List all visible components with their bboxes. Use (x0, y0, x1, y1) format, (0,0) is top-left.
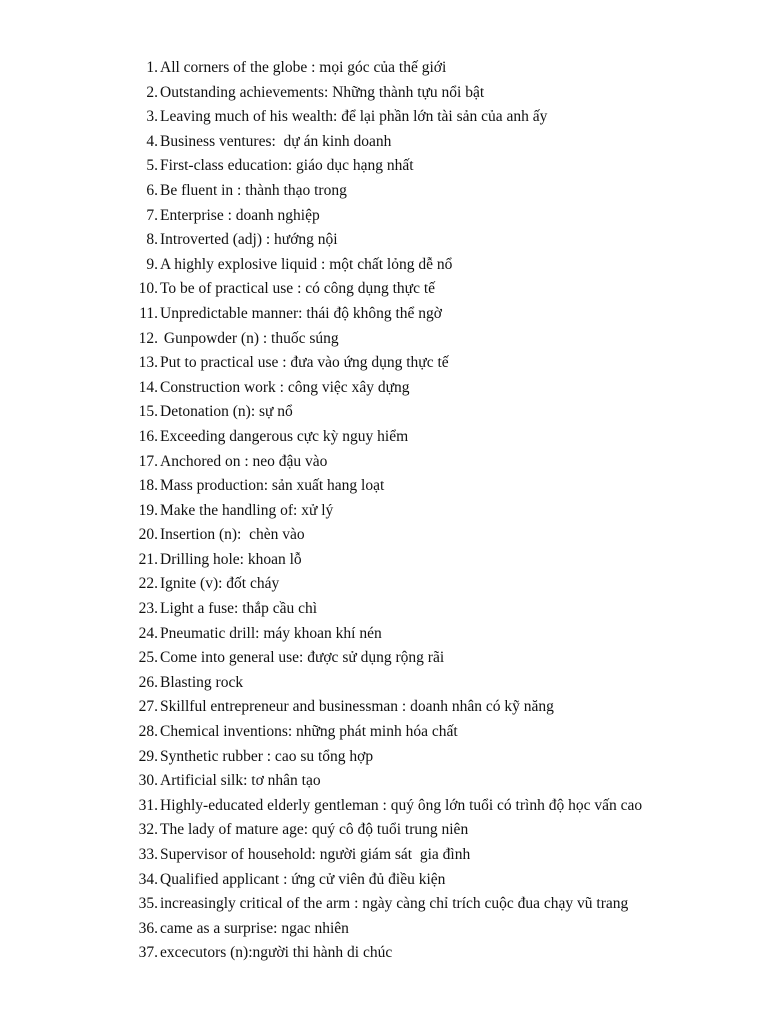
item-text: A highly explosive liquid : một chất lỏng dễ nổ (160, 255, 453, 273)
list-item (132, 622, 732, 647)
item-text: Qualified applicant : ứng cử viên đủ điều kiện (160, 870, 446, 888)
item-text: First-class education: giáo dục hạng nhất (160, 157, 414, 175)
item-text: Skillful entrepreneur and businessman : doanh nhân có kỹ năng (160, 698, 554, 716)
item-text: came as a surprise: ngac nhiên (160, 919, 349, 937)
item-text: excecutors (n):người thi hành di chúc (160, 944, 393, 962)
list-item (132, 105, 732, 130)
item-text: Introverted (adj) : hướng nội (160, 231, 338, 249)
list-item (132, 425, 732, 450)
item-number: 15. (138, 403, 158, 421)
item-text: Mass production: sản xuất hang loạt (160, 477, 385, 495)
item-number: 34. (138, 870, 158, 888)
item-number: 29. (138, 747, 158, 765)
item-number: 19. (138, 501, 158, 519)
item-number: 10. (138, 280, 158, 298)
list-item (132, 745, 732, 770)
item-text: To be of practical use : có công dụng thực tế (160, 280, 436, 298)
item-text: Anchored on : neo đậu vào (160, 452, 328, 470)
item-number: 2. (146, 83, 158, 101)
item-text: Exceeding dangerous cực kỳ nguy hiểm (160, 427, 409, 445)
item-text: Blasting rock (160, 673, 244, 691)
item-text: Light a fuse: thắp cầu chì (160, 600, 318, 618)
vocabulary-list (132, 56, 732, 966)
list-item (132, 671, 732, 696)
item-text: Outstanding achievements: Những thành tựu nổi bật (160, 83, 485, 101)
item-number: 17. (138, 452, 158, 470)
list-item (132, 769, 732, 794)
item-text: All corners of the globe : mọi góc của thế giới (160, 59, 447, 76)
item-number: 5. (146, 157, 158, 175)
list-item (132, 572, 732, 597)
item-number: 25. (138, 649, 158, 667)
item-number: 13. (138, 354, 158, 372)
item-text: Construction work : công việc xây dựng (160, 378, 410, 396)
item-text: Ignite (v): đốt cháy (160, 575, 280, 593)
item-text: Put to practical use : đưa vào ứng dụng thực tế (160, 354, 449, 372)
list-item (132, 720, 732, 745)
item-text: Be fluent in : thành thạo trong (160, 181, 347, 199)
item-number: 27. (138, 698, 158, 716)
list-item (132, 302, 732, 327)
list-item (132, 474, 732, 499)
list-item (132, 941, 732, 966)
item-number: 36. (138, 919, 158, 937)
item-number: 21. (138, 550, 158, 568)
item-number: 37. (138, 944, 158, 962)
item-text: Come into general use: được sử dụng rộng rãi (160, 649, 445, 667)
item-number: 24. (138, 624, 158, 642)
item-number: 18. (138, 477, 158, 495)
item-text: Detonation (n): sự nổ (160, 403, 293, 421)
item-number: 22. (138, 575, 158, 593)
item-text: Business ventures: dự án kinh doanh (160, 132, 392, 150)
item-number: 4. (146, 132, 158, 150)
item-text: Supervisor of household: người giám sát gia đình (160, 846, 471, 863)
item-number: 14. (138, 378, 158, 396)
item-number: 1. (146, 59, 158, 76)
list-item (132, 81, 732, 106)
item-text: Drilling hole: khoan lỗ (160, 550, 302, 568)
list-item (132, 154, 732, 179)
item-number: 26. (138, 673, 158, 691)
item-text: increasingly critical of the arm : ngày càng chỉ trích cuộc đua chạy vũ trang (160, 895, 629, 913)
item-text: Enterprise : doanh nghiệp (160, 206, 320, 224)
list-item (132, 695, 732, 720)
list-item (132, 794, 732, 819)
list-item (132, 400, 732, 425)
list-item (132, 868, 732, 893)
list-item (132, 450, 732, 475)
item-text: Unpredictable manner: thái độ không thể ngờ (160, 304, 442, 322)
list-item (132, 917, 732, 942)
item-number: 33. (138, 846, 158, 863)
list-item (132, 843, 732, 868)
item-number: 16. (138, 427, 158, 445)
list-item (132, 376, 732, 401)
item-text: Insertion (n): chèn vào (160, 526, 305, 544)
item-text: Synthetic rubber : cao su tổng hợp (160, 747, 374, 765)
item-text: Leaving much of his wealth: để lại phần lớn tài sản của anh ấy (160, 108, 548, 126)
item-text: The lady of mature age: quý cô độ tuổi trung niên (160, 821, 469, 839)
list-item (132, 253, 732, 278)
list-item (132, 327, 732, 352)
item-text: Gunpowder (n) : thuốc súng (160, 329, 339, 347)
item-text: Make the handling of: xử lý (160, 501, 334, 519)
list-item (132, 204, 732, 229)
list-item (132, 646, 732, 671)
item-number: 9. (146, 255, 158, 273)
list-item (132, 351, 732, 376)
list-item (132, 56, 732, 81)
item-number: 11. (139, 304, 158, 322)
list-item (132, 892, 732, 917)
list-item (132, 130, 732, 155)
list-item (132, 597, 732, 622)
item-text: Highly-educated elderly gentleman : quý ông lớn tuổi có trình độ học vấn cao (160, 796, 643, 814)
item-text: Artificial silk: tơ nhân tạo (160, 772, 321, 790)
list-item (132, 179, 732, 204)
item-number: 3. (146, 108, 158, 126)
list-item (132, 548, 732, 573)
list-item (132, 818, 732, 843)
list-item (132, 277, 732, 302)
item-number: 20. (138, 526, 158, 544)
item-text: Pneumatic drill: máy khoan khí nén (160, 624, 382, 642)
item-number: 30. (138, 772, 158, 790)
item-number: 23. (138, 600, 158, 618)
item-number: 8. (146, 231, 158, 249)
item-number: 12. (138, 329, 158, 347)
list-item (132, 228, 732, 253)
item-number: 35. (138, 895, 158, 913)
item-number: 7. (146, 206, 158, 224)
item-number: 28. (138, 723, 158, 741)
item-number: 6. (146, 181, 158, 199)
list-item (132, 523, 732, 548)
item-number: 31. (138, 796, 158, 814)
item-text: Chemical inventions: những phát minh hóa chất (160, 723, 458, 741)
list-item (132, 499, 732, 524)
item-number: 32. (138, 821, 158, 839)
